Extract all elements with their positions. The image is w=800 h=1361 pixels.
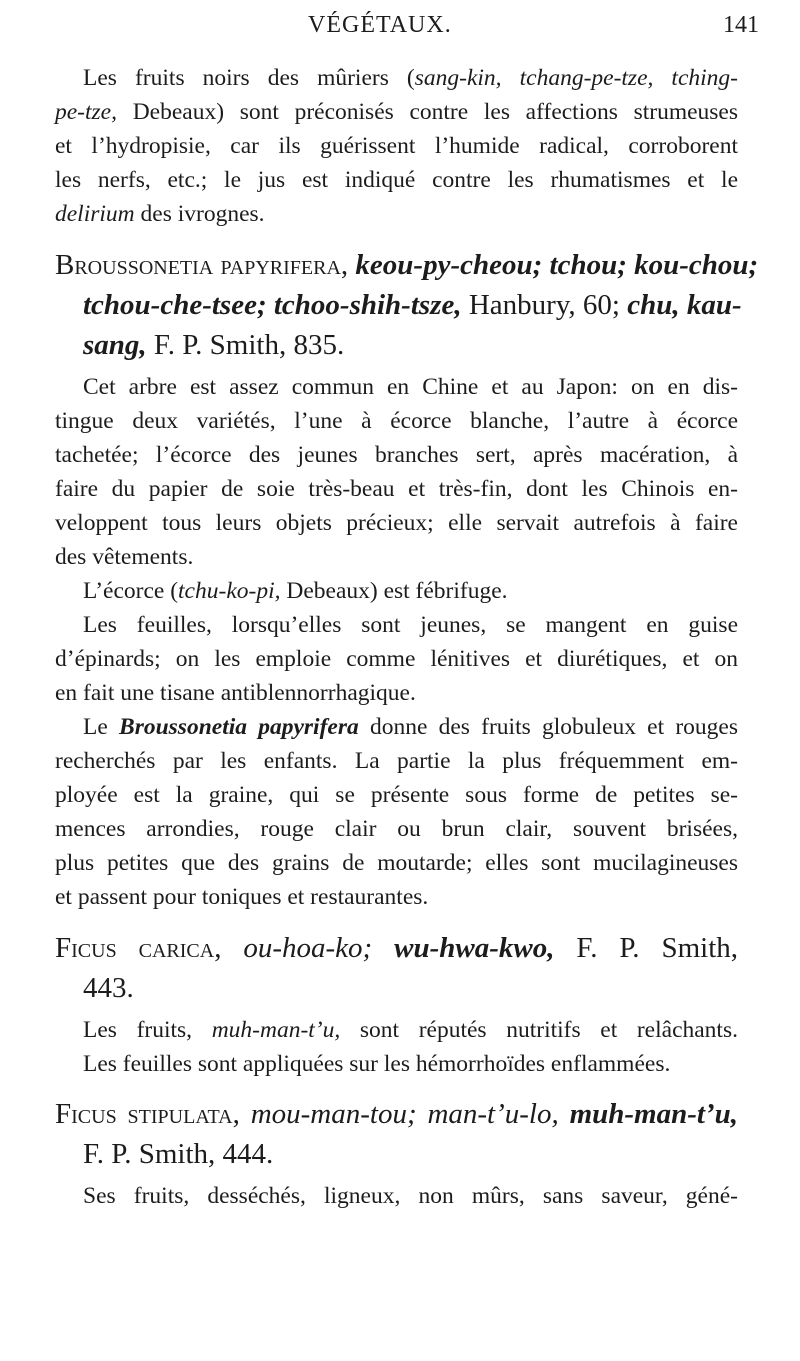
text-line: les nerfs, etc.; le jus est indiqué contre les rhumatismes et le	[55, 167, 738, 193]
text-line: sang, F. P. Smith, 835.	[83, 329, 345, 361]
text-line: Le Broussonetia papyrifera donne des fruits globuleux et rouges	[83, 714, 738, 740]
text-line: recherchés par les enfants. La partie la plus fréquemment em-	[55, 748, 738, 774]
text-line: Cet arbre est assez commun en Chine et au Japon: on en dis-	[83, 374, 738, 400]
text-line: L’écorce (tchu-ko-pi, Debeaux) est fébrifuge.	[83, 578, 508, 604]
text-line: faire du papier de soie très-beau et très-fin, dont les Chinois en-	[55, 476, 738, 502]
text-line: 443.	[83, 972, 134, 1004]
text-line: Les feuilles, lorsqu’elles sont jeunes, se mangent en guise	[83, 612, 738, 638]
text-line: Les fruits, muh-man-t’u, sont réputés nutritifs et relâchants.	[83, 1017, 738, 1043]
text-line: mences arrondies, rouge clair ou brun clair, souvent brisées,	[55, 816, 738, 842]
page-number: 141	[723, 12, 759, 38]
text-line: Les feuilles sont appliquées sur les hémorrhoïdes enflammées.	[83, 1051, 671, 1077]
text-line: et passent pour toniques et restaurantes.	[55, 884, 429, 910]
running-title: VÉGÉTAUX.	[308, 12, 452, 38]
text-line: tchou-che-tsee; tchoo-shih-tsze, Hanbury, 60; chu, kau-	[83, 289, 742, 321]
text-line: d’épinards; on les emploie comme lénitives et diurétiques, et on	[55, 646, 738, 672]
text-line: Broussonetia papyrifera, keou-py-cheou; tchou; kou-chou;	[55, 249, 759, 281]
running-header	[0, 12, 800, 48]
text-line: ployée est la graine, qui se présente sous forme de petites se-	[55, 782, 738, 808]
text-line: delirium des ivrognes.	[55, 201, 265, 227]
text-line: Les fruits noirs des mûriers (sang-kin, tchang-pe-tze, tching-	[83, 65, 738, 91]
text-line: veloppent tous leurs objets précieux; elle servait autrefois à faire	[55, 510, 738, 536]
text-line: Ficus stipulata, mou-man-tou; man-t’u-lo, muh-man-t’u,	[55, 1098, 738, 1130]
text-line: pe-tze, Debeaux) sont préconisés contre les affections strumeuses	[55, 99, 738, 125]
text-line: tachetée; l’écorce des jeunes branches sert, après macération, à	[55, 442, 738, 468]
text-line: et l’hydropisie, car ils guérissent l’humide radical, corroborent	[55, 133, 738, 159]
text-line: en fait une tisane antiblennorrhagique.	[55, 680, 416, 706]
text-line: tingue deux variétés, l’une à écorce blanche, l’autre à écorce	[55, 408, 738, 434]
text-line: des vêtements.	[55, 544, 194, 570]
text-line: Ses fruits, desséchés, ligneux, non mûrs, sans saveur, géné-	[83, 1183, 738, 1209]
text-line: plus petites que des grains de moutarde; elles sont mucilagineuses	[55, 850, 738, 876]
text-line: F. P. Smith, 444.	[83, 1138, 274, 1170]
text-line: Ficus carica, ou-hoa-ko; wu-hwa-kwo, F. P. Smith,	[55, 932, 739, 964]
